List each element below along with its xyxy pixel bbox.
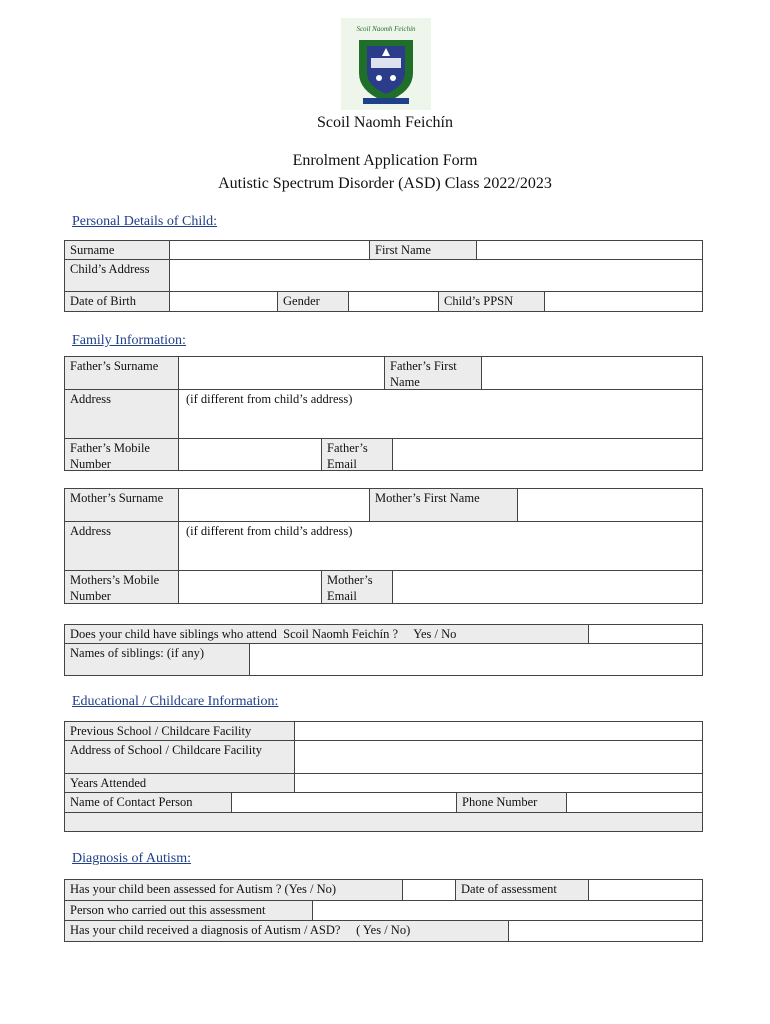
- personal-details-heading: Personal Details of Child:: [72, 214, 218, 229]
- siblings-answer-field[interactable]: [588, 624, 703, 644]
- education-heading: Educational / Childcare Information:: [72, 694, 279, 709]
- father-mobile-field[interactable]: [178, 438, 322, 471]
- form-subtitle: Autistic Spectrum Disorder (ASD) Class 2022/2023: [218, 175, 552, 192]
- mother-email-label: Mother’s Email: [321, 570, 393, 604]
- mother-address-field[interactable]: (if different from child’s address): [178, 521, 703, 571]
- school-name: Scoil Naomh Feichín: [317, 114, 453, 131]
- mother-mobile-field[interactable]: [178, 570, 322, 604]
- child-address-field[interactable]: [169, 259, 703, 292]
- first-name-label: First Name: [369, 240, 477, 260]
- education-blank-row: [64, 812, 703, 832]
- mother-email-field[interactable]: [392, 570, 703, 604]
- mother-address-label: Address: [64, 521, 179, 571]
- date-of-assessment-field[interactable]: [588, 879, 703, 901]
- diagnosis-received-question: Has your child received a diagnosis of Autism / ASD? ( Yes / No): [64, 920, 509, 942]
- assessor-label: Person who carried out this assessment: [64, 900, 313, 921]
- siblings-question: Does your child have siblings who attend Scoil Naomh Feichín ? Yes / No: [64, 624, 589, 644]
- family-info-heading: Family Information:: [72, 333, 186, 348]
- previous-school-label: Previous School / Childcare Facility: [64, 721, 295, 741]
- father-address-field[interactable]: (if different from child’s address): [178, 389, 703, 439]
- assessor-field[interactable]: [312, 900, 703, 921]
- phone-number-label: Phone Number: [456, 792, 567, 813]
- surname-field[interactable]: [169, 240, 370, 260]
- crest-motto: Scoil Naomh Feichín: [356, 25, 416, 33]
- contact-person-field[interactable]: [231, 792, 457, 813]
- father-first-name-label: Father’s First Name: [384, 356, 482, 390]
- gender-label: Gender: [277, 291, 349, 312]
- father-address-label: Address: [64, 389, 179, 439]
- dob-field[interactable]: [169, 291, 278, 312]
- mother-mobile-label: Mothers’s Mobile Number: [64, 570, 179, 604]
- years-attended-field[interactable]: [294, 773, 703, 793]
- date-of-assessment-label: Date of assessment: [455, 879, 589, 901]
- father-surname-field[interactable]: [178, 356, 385, 390]
- school-address-field[interactable]: [294, 740, 703, 774]
- phone-number-field[interactable]: [566, 792, 703, 813]
- father-mobile-label: Father’s Mobile Number: [64, 438, 179, 471]
- siblings-names-label: Names of siblings: (if any): [64, 643, 250, 676]
- mother-first-name-field[interactable]: [517, 488, 703, 522]
- mother-surname-label: Mother’s Surname: [64, 488, 179, 522]
- father-email-field[interactable]: [392, 438, 703, 471]
- dob-label: Date of Birth: [64, 291, 170, 312]
- first-name-field[interactable]: [476, 240, 703, 260]
- ppsn-field[interactable]: [544, 291, 703, 312]
- siblings-names-field[interactable]: [249, 643, 703, 676]
- mother-first-name-label: Mother’s First Name: [369, 488, 518, 522]
- mother-surname-field[interactable]: [178, 488, 370, 522]
- father-email-label: Father’s Email: [321, 438, 393, 471]
- school-address-label: Address of School / Childcare Facility: [64, 740, 295, 774]
- diagnosis-heading: Diagnosis of Autism:: [72, 851, 192, 866]
- previous-school-field[interactable]: [294, 721, 703, 741]
- child-address-label: Child’s Address: [64, 259, 170, 292]
- form-title: Enrolment Application Form: [292, 152, 478, 169]
- father-surname-label: Father’s Surname: [64, 356, 179, 390]
- school-crest-logo: [341, 18, 431, 110]
- assessed-answer-field[interactable]: [402, 879, 456, 901]
- years-attended-label: Years Attended: [64, 773, 295, 793]
- assessed-question: Has your child been assessed for Autism ? (Yes / No): [64, 879, 403, 901]
- diagnosis-received-field[interactable]: [508, 920, 703, 942]
- gender-field[interactable]: [348, 291, 439, 312]
- father-first-name-field[interactable]: [481, 356, 703, 390]
- surname-label: Surname: [64, 240, 170, 260]
- contact-person-label: Name of Contact Person: [64, 792, 232, 813]
- ppsn-label: Child’s PPSN: [438, 291, 545, 312]
